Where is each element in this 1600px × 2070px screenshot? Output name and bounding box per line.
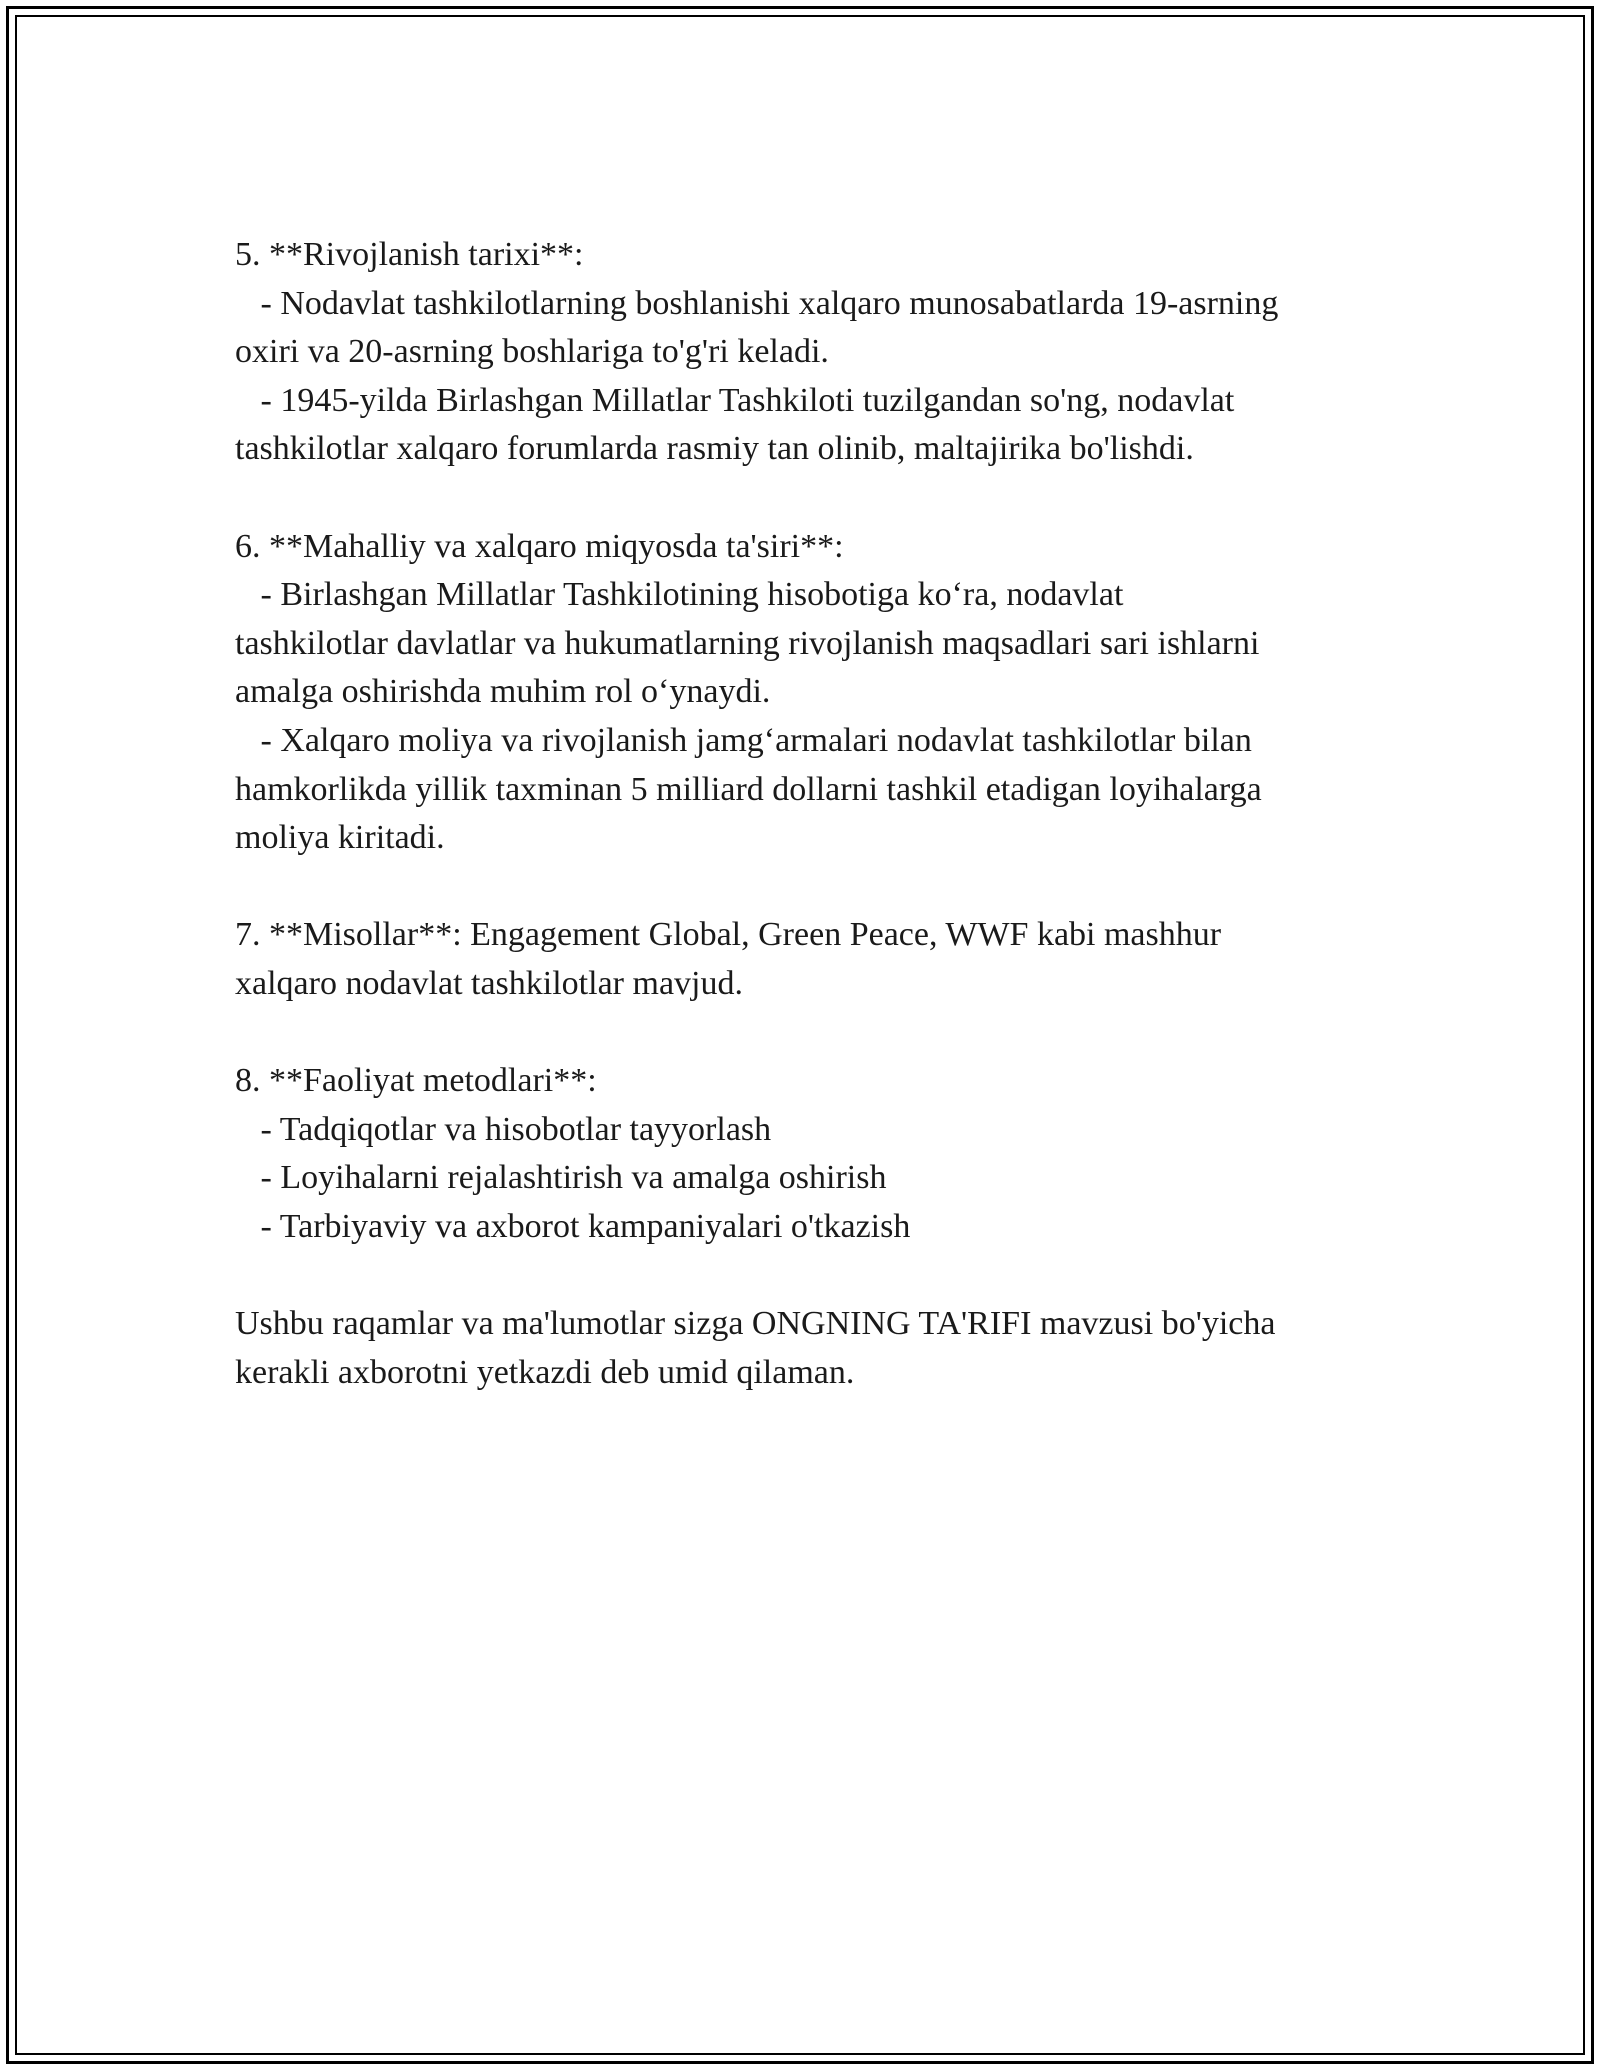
paragraph-line: xalqaro nodavlat tashkilotlar mavjud. (235, 964, 743, 1002)
section-heading: 8. **Faoliyat metodlari**: (235, 1062, 597, 1100)
paragraph-line: kerakli axborotni yetkazdi deb umid qilaman. (235, 1353, 855, 1391)
paragraph-spacer (235, 863, 1375, 912)
list-item: - Tarbiyaviy va axborot kampaniyalari o'tkazish (235, 1207, 911, 1245)
paragraph-line: Ushbu raqamlar va ma'lumotlar sizga ONGNING TA'RIFI mavzusi bo'yicha (235, 1305, 1276, 1343)
paragraph-line: - 1945-yilda Birlashgan Millatlar Tashkiloti tuzilgandan so'ng, nodavlat (235, 381, 1235, 419)
paragraph-line: tashkilotlar davlatlar va hukumatlarning rivojlanish maqsadlari sari ishlarni (235, 624, 1260, 662)
section-faoliyat-metodlari (235, 1057, 1375, 1251)
section-heading: 7. **Misollar**: Engagement Global, Green Peace, WWF kabi mashhur (235, 916, 1222, 954)
paragraph-line: hamkorlikda yillik taxminan 5 milliard dollarni tashkil etadigan loyihalarga (235, 770, 1262, 808)
paragraph-line: - Birlashgan Millatlar Tashkilotining hisobotiga ko‘ra, nodavlat (235, 576, 1124, 614)
document-body (235, 231, 1375, 1397)
list-item: - Loyihalarni rejalashtirish va amalga oshirish (235, 1159, 887, 1197)
paragraph-line: moliya kiritadi. (235, 819, 445, 857)
paragraph-line: amalga oshirishda muhim rol o‘ynaydi. (235, 673, 771, 711)
paragraph-spacer (235, 1009, 1375, 1058)
paragraph-line: oxiri va 20-asrning boshlariga to'g'ri keladi. (235, 333, 829, 371)
paragraph-line: tashkilotlar xalqaro forumlarda rasmiy tan olinib, maltajirika bo'lishdi. (235, 430, 1194, 468)
paragraph-line: - Xalqaro moliya va rivojlanish jamg‘armalari nodavlat tashkilotlar bilan (235, 721, 1252, 759)
paragraph-spacer (235, 474, 1375, 523)
paragraph-line: - Nodavlat tashkilotlarning boshlanishi xalqaro munosabatlarda 19-asrning (235, 284, 1279, 322)
section-heading: 6. **Mahalliy va xalqaro miqyosda ta'siri**: (235, 527, 844, 565)
section-heading: 5. **Rivojlanish tarixi**: (235, 236, 584, 273)
section-rivojlanish-tarixi (235, 231, 1375, 474)
closing-paragraph (235, 1300, 1375, 1397)
paragraph-spacer (235, 1251, 1375, 1300)
section-misollar (235, 911, 1375, 1008)
section-tasiri (235, 523, 1375, 863)
list-item: - Tadqiqotlar va hisobotlar tayyorlash (235, 1110, 772, 1148)
